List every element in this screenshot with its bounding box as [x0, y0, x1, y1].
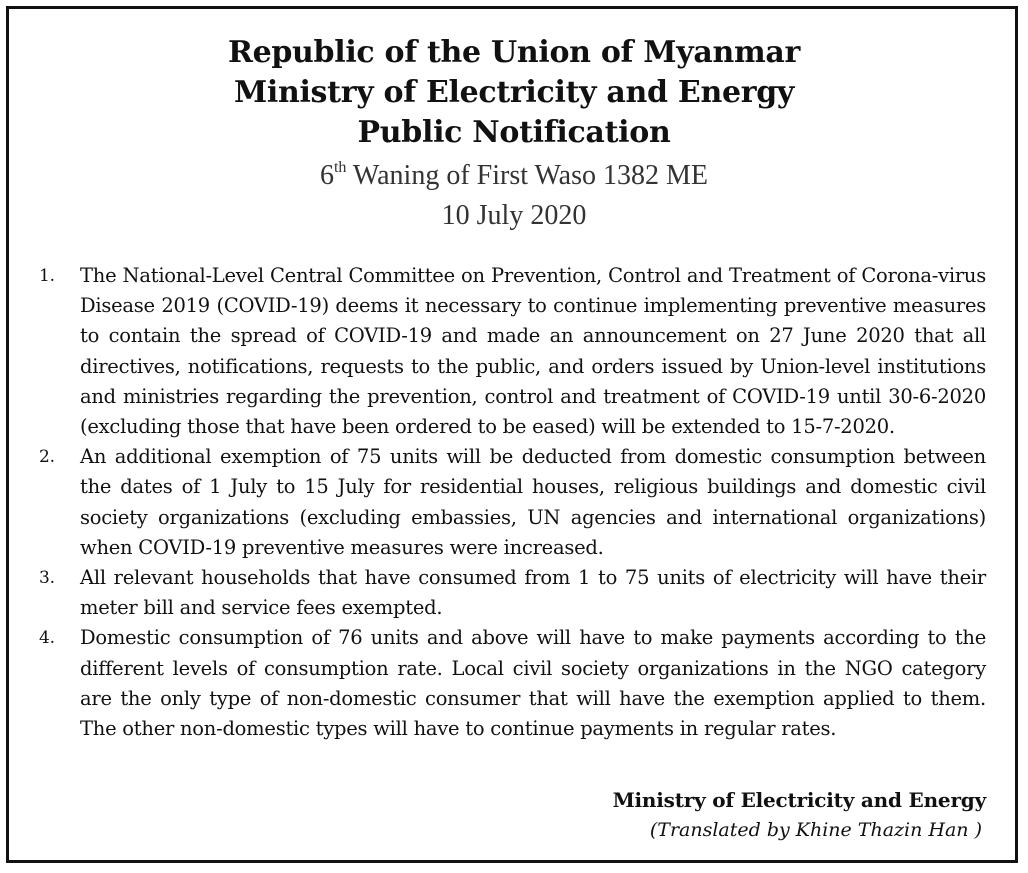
- item-text: Domestic consumption of 76 units and above will have to make payments according to the different levels of consumption rate. Local civil society organizations in the NGO category are the only type of non-domestic consumer that will have the exemption applied to them. The other non-domestic types will have to continue payments in regular rates.: [80, 626, 986, 741]
- myanmar-date-suffix: th: [333, 159, 347, 176]
- item-number: 2.: [39, 447, 55, 468]
- myanmar-date-day: 6: [319, 160, 334, 191]
- gregorian-date: 10 July 2020: [441, 200, 587, 231]
- notification-title: Public Notification: [357, 115, 671, 150]
- notification-item-3: [34, 563, 986, 623]
- item-number: 3.: [39, 568, 55, 589]
- notification-item-1: [34, 261, 986, 442]
- item-text: The National-Level Central Committee on Prevention, Control and Treatment of Corona-virus Disease 2019 (COVID-19) deems it necessary to continue implementing preventive measures to contain the spread of COVID-19 and made an announcement on 27 June 2020 that all directives, notifications, requests to the public, and orders issued by Union-level institutions and ministries regarding the prevention, control and treatment of COVID-19 until 30-6-2020 (excluding those that have been ordered to be eased) will be extended to 15-7-2020.: [80, 264, 986, 439]
- notification-items: [34, 261, 986, 744]
- item-number: 4.: [39, 628, 55, 649]
- myanmar-date-rest: Waning of First Waso 1382 ME: [346, 160, 709, 191]
- ministry-title: Ministry of Electricity and Energy: [233, 75, 795, 110]
- item-text: All relevant households that have consumed from 1 to 75 units of electricity will have their meter bill and service fees exempted.: [80, 566, 986, 620]
- item-text: An additional exemption of 75 units will be deducted from domestic consumption between the dates of 1 July to 15 July for residential houses, religious buildings and domestic civil society organizations (excluding embassies, UN agencies and international organizations) when COVID-19 preventive measures were increased.: [80, 445, 986, 559]
- notification-item-2: [34, 442, 986, 563]
- country-title: Republic of the Union of Myanmar: [227, 35, 801, 70]
- myanmar-date: [0, 158, 1028, 194]
- item-number: 1.: [39, 266, 55, 286]
- signature: Ministry of Electricity and Energy: [612, 788, 986, 812]
- notification-item-4: [34, 623, 986, 744]
- translator-credit: (Translated by Khine Thazin Han ): [649, 819, 982, 841]
